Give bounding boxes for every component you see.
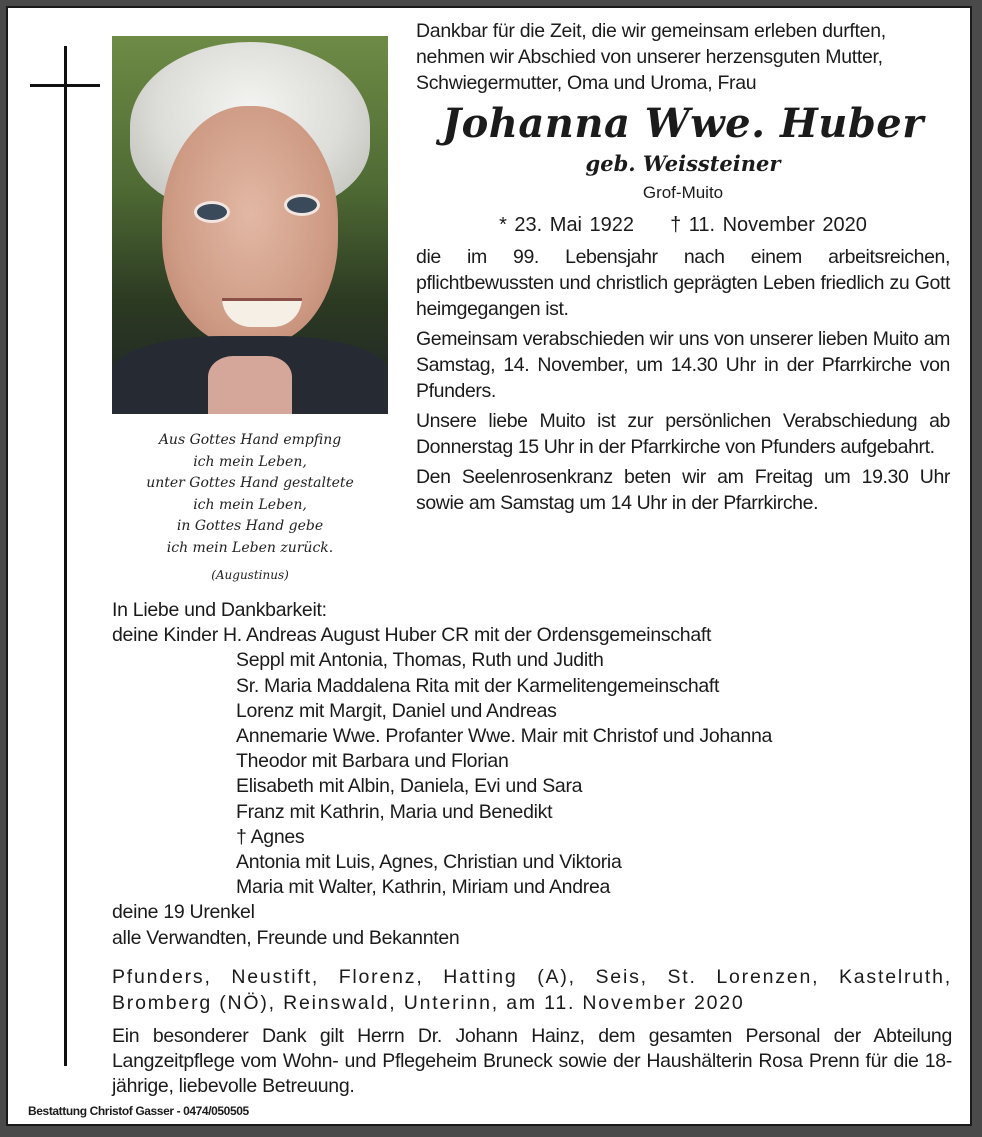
portrait-eye-right [284,194,320,216]
quote-block [112,430,388,587]
thanks-text: Ein besonderer Dank gilt Herrn Dr. Johann Hainz, dem gesamten Personal der Abteilung Langzeitpflege vom Wohn- und Pflegeheim Bruneck sowie der Haushälterin Rosa Prenn für die 18-jährige, liebevolle Betreuung. [112,1025,952,1097]
family-first-line: deine Kinder H. Andreas August Huber CR mit der Ordensgemeinschaft [112,624,712,647]
family-member: Maria mit Walter, Kathrin, Miriam und Andrea [236,876,611,899]
quote-line: ich mein Leben, [193,453,307,470]
portrait-eye-left [194,201,230,223]
quote-line: ich mein Leben zurück. [166,539,334,556]
main-text-column [416,18,950,516]
quote-line: in Gottes Hand gebe [176,518,324,534]
paragraph: Den Seelenrosenkranz beten wir am Freitag um 19.30 Uhr sowie am Samstag um 14 Uhr in der Pfarrkirche. [416,466,950,514]
cross-icon [64,46,67,1066]
obituary-notice [6,6,972,1126]
intro-text: Dankbar für die Zeit, die wir gemeinsam erleben durften, nehmen wir Abschied von unserer herzensguten Mutter, Schwiegermutter, Oma und Uroma, Frau [416,20,886,94]
quote-author: (Augustinus) [211,568,289,582]
life-dates [416,210,950,240]
portrait-photo [112,36,388,414]
family-member: Seppl mit Antonia, Thomas, Ruth und Judith [236,649,604,672]
maiden-name: geb. Weissteiner [585,151,781,176]
quote-line: Aus Gottes Hand empfing [158,432,342,448]
great-grandchildren: deine 19 Urenkel [112,901,255,924]
funeral-home-footer: Bestattung Christof Gasser - 0474/050505 [28,1104,249,1118]
home-place: Grof-Muito [642,183,724,202]
relatives: alle Verwandten, Freunde und Bekannten [112,926,460,949]
family-member: Antonia mit Luis, Agnes, Christian und Viktoria [236,851,622,874]
family-heading: In Liebe und Dankbarkeit: [112,599,327,621]
paragraph: die im 99. Lebensjahr nach einem arbeitsreichen, pflichtbewussten und christlich geprägten Leben friedlich zu Gott heimgegangen ist. [416,246,950,320]
quote-line: ich mein Leben, [193,496,307,513]
cross-icon-bar [30,84,100,87]
paragraph: Gemeinsam verabschieden wir uns von unserer lieben Muito am Samstag, 14. November, um 14.30 Uhr in der Pfarrkirche von Pfunders. [416,328,950,402]
family-member: Theodor mit Barbara und Florian [236,750,509,773]
quote-line: unter Gottes Hand gestaltete [146,475,354,491]
family-member: Elisabeth mit Albin, Daniela, Evi und Sara [236,775,583,798]
family-member: Franz mit Kathrin, Maria und Benedikt [236,800,553,823]
family-member: Sr. Maria Maddalena Rita mit der Karmelitengemeinschaft [236,674,720,697]
death-date: † 11. November 2020 [670,214,867,236]
family-member: Annemarie Wwe. Profanter Wwe. Mair mit Christof und Johanna [236,725,773,748]
family-member: † Agnes [236,825,305,848]
birth-date: * 23. Mai 1922 [499,214,635,236]
family-member: Lorenz mit Margit, Daniel und Andreas [236,699,557,722]
family-list [112,598,952,951]
deceased-name: Johanna Wwe. Huber [442,100,924,147]
portrait-collar [208,356,292,414]
places-and-date: Pfunders, Neustift, Florenz, Hatting (A), Seis, St. Lorenzen, Kastelruth, Bromberg (NÖ), Reinswald, Unterinn, am 11. November 2020 [112,966,952,1014]
paragraph: Unsere liebe Muito ist zur persönlichen Verabschiedung ab Donnerstag 15 Uhr in der Pfarrkirche von Pfunders aufgebahrt. [416,410,950,458]
